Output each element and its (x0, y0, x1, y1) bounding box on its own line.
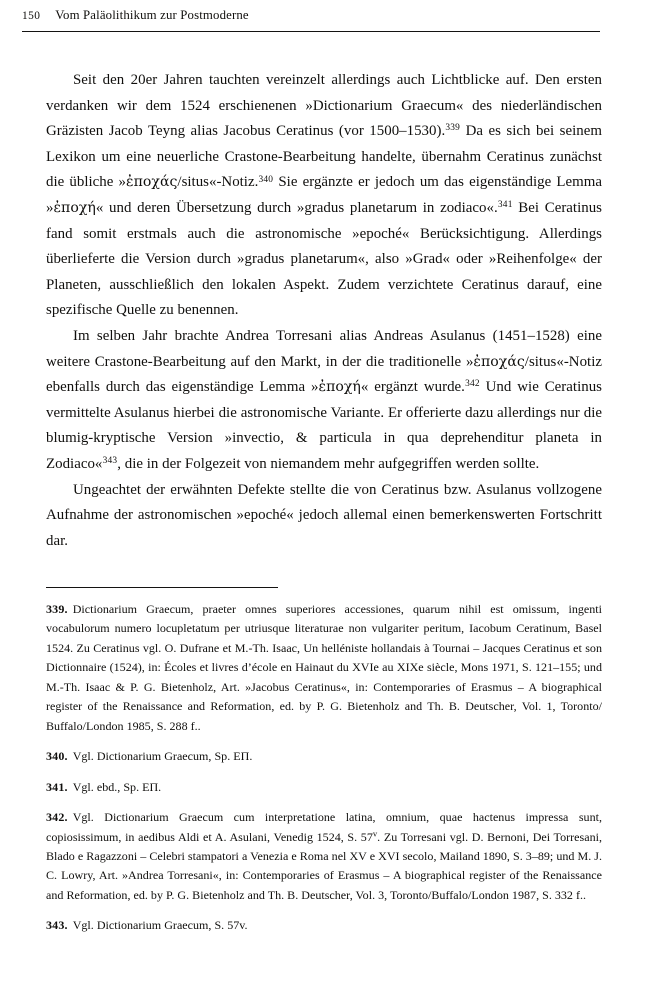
text-run: Dictionarium Graecum, praeter omnes superiores accessiones, quarum nihil est omissum, ingenti vocabulorum numero locupletatum per utriusque literaturae non vulgariter peritum, Iacobum Ceratinum, Basel 1524. Zu Ceratinus vgl. O. Dufrane et M.-Th. Isaac, Un helléniste hollandais à Tournai – Jacques Ceratinus et son Dictionnaire (1524), in: Écoles et livres d’école en Hainaut du XVIe au XIXe siècle, Mons 1971, S. 121–155; und M.-Th. Isaac & P. G. Bietenholz, Art. »Jacobus Ceratinus«, in: Contemporaries of Erasmus – A biographical register of the Renaissance and Reformation, ed. by P. G. Bietenholz and Th. B. Deutscher, Vol. 1, Toronto/ Buffalo/London 1985, S. 288 f.. (46, 602, 602, 733)
footnote-separator-rule (46, 587, 278, 588)
footnote-reference[interactable]: 340 (258, 174, 274, 185)
running-head (22, 8, 600, 23)
text-run: « und deren Übersetzung durch »gradus planetarum in zodiaco«. (95, 199, 498, 216)
footnote-reference[interactable]: 342 (465, 379, 480, 390)
footnote-number[interactable]: 339. (46, 602, 68, 616)
greek-term: ἐποχή (53, 199, 96, 216)
running-head-title: Vom Paläolithikum zur Postmoderne (55, 8, 249, 22)
footnote-item (46, 778, 602, 797)
text-run: Seit den 20er Jahren tauchten vereinzelt allerdings auch Lichtblicke auf. Den ersten verdanken wir dem 1524 erschienenen »Dictionarium Graecum« des niederländischen Gräzisten Jacob Teyng alias Jacobus Ceratinus (vor 1500–1530). (46, 72, 602, 140)
text-run: Vgl. Dictionarium Graecum, Sp. ΕΠ. (72, 749, 253, 764)
footnote-number[interactable]: 343. (46, 918, 68, 933)
text-run: Ungeachtet der erwähnten Defekte stellte die von Ceratinus bzw. Asulanus vollzogene Aufnahme der astronomischen »epoché« jedoch allemal einen bemerkenswerten Fortschritt dar. (46, 481, 602, 549)
superscript-text: v (372, 828, 378, 839)
text-run: Sie ergänzte er jedoch um das eigenständige Lemma » (46, 174, 603, 216)
text-run: Vgl. ebd., Sp. ΕΠ. (72, 779, 162, 794)
page-number: 150 (22, 10, 41, 22)
footnote-list (46, 600, 602, 936)
footnote-item (46, 600, 602, 736)
text-run: Vgl. Dictionarium Graecum, S. 57v. (72, 918, 248, 933)
para-asulanus (46, 324, 602, 478)
footnote-item (46, 916, 602, 935)
footnote-number[interactable]: 340. (46, 749, 68, 764)
text-run: Vgl. Dictionarium Graecum cum interpretatione latina, omnium, quae hactenus impressa sunt, copiosissimum, in aedibus Aldi et A. Asulani, Venedig 1524, S. 57 (46, 810, 602, 844)
greek-term: ἐποχάς (473, 353, 525, 370)
para-ceratinus (46, 68, 602, 324)
text-run: . Zu Torresani vgl. D. Bernoni, Dei Torresani, Blado e Ragazzoni – Celebri stampatori a Venezia e Roma nel XV e XVI secolo, Mailand 1890, S. 3–89; und M. J. C. Lowry, Art. »Andrea Torresani«, in: Contemporaries of Erasmus – A biographical register of the Renaissance and Reformation, ed. by P. G. Bietenholz and Th. B. Deutscher, Vol. 3, Toronto/Buffalo/London 1987, S. 332 f.. (46, 829, 602, 902)
footnote-item (46, 747, 602, 766)
text-run: Bei Ceratinus fand somit erstmals auch die astronomische »epoché« Berücksichtigung. Allerdings überlieferte die Version durch »gradus planetarum«, also »Grad« oder »Reihenfolge« der Planeten, ausschließlich den lokalen Aspekt. Zudem verzichtete Ceratinus darauf, eine spezifische Quelle zu benennen. (46, 199, 602, 319)
body-text (46, 68, 602, 554)
text-run: /situs«-Notiz. (177, 174, 259, 191)
footnote-reference[interactable]: 343 (102, 456, 118, 467)
footnote-item (46, 808, 602, 905)
text-run: Da es sich bei seinem Lexikon um eine neuerliche Crastone-Bearbeitung handelte, übernahm Ceratinus zunächst die übliche » (46, 123, 602, 191)
header-rule (22, 31, 600, 32)
text-run: Und wie Ceratinus vermittelte Asulanus hierbei die astronomische Variante. Er offerierte dazu allerdings nur die blumig-kryptische Version »invectio, & particula in qua deprehenditur planeta in Zodiaco« (46, 379, 602, 472)
greek-term: ἐποχάς (126, 174, 178, 191)
greek-term: ἐποχή (318, 379, 361, 396)
footnote-number[interactable]: 341. (46, 779, 68, 794)
para-fazit (46, 478, 602, 555)
footnote-number[interactable]: 342. (46, 810, 68, 825)
text-run: /situs«-Notiz ebenfalls durch das eigenständige Lemma » (46, 353, 602, 396)
footnote-reference[interactable]: 341 (497, 200, 513, 211)
text-run: , die in der Folgezeit von niemandem mehr aufgegriffen werden sollte. (117, 455, 540, 472)
text-run: Im selben Jahr brachte Andrea Torresani alias Andreas Asulanus (1451–1528) eine weitere Crastone-Bearbeitung auf den Markt, in der die traditionelle » (46, 327, 602, 370)
text-run: « ergänzt wurde. (360, 379, 465, 396)
footnote-reference[interactable]: 339 (445, 123, 461, 134)
